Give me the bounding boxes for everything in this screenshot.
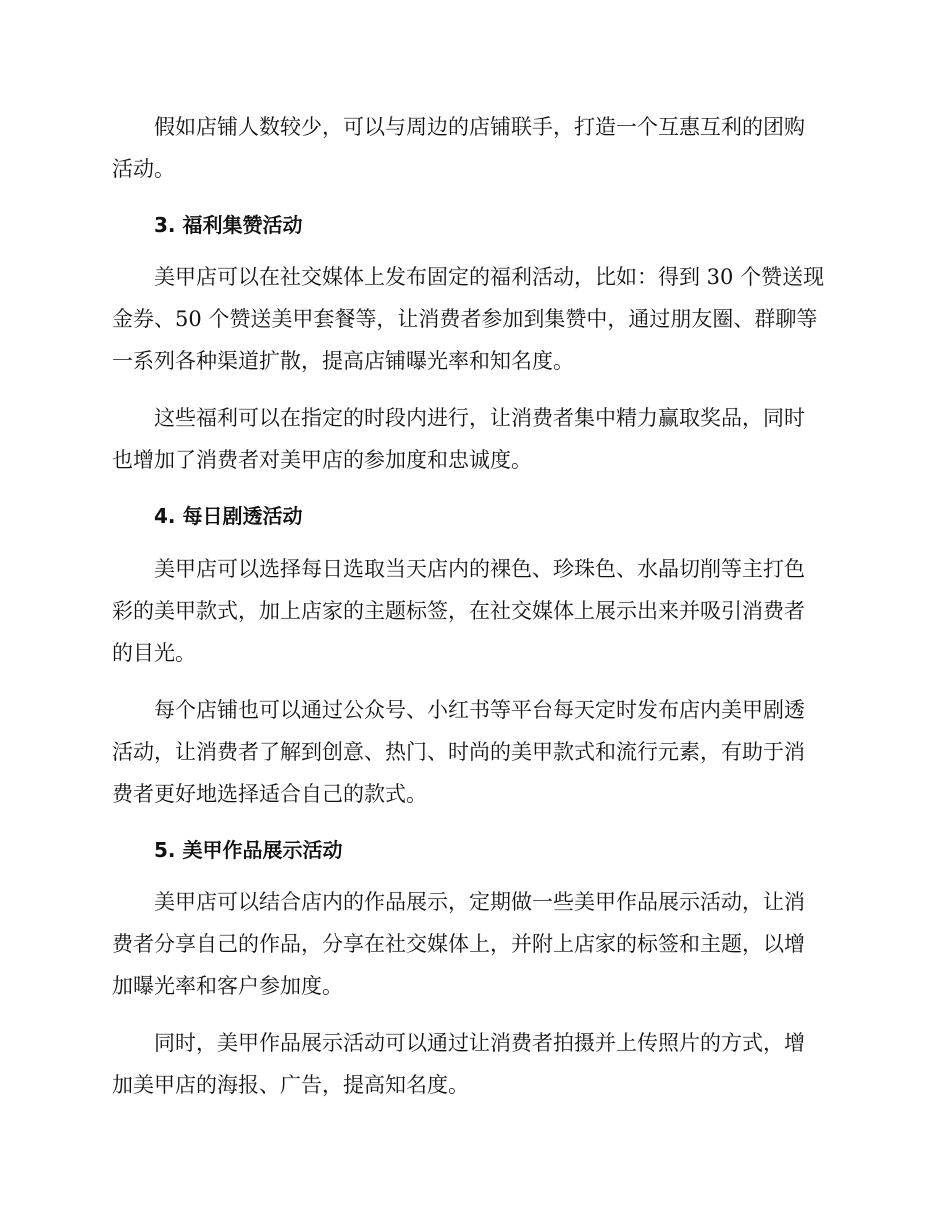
- paragraph-line: 也增加了消费者对美甲店的参加度和忠诚度。: [112, 448, 532, 472]
- paragraph-line: 同时，美甲作品展示活动可以通过让消费者拍摄并上传照片的方式，增: [154, 1031, 805, 1055]
- section-heading-3: 3. 福利集赞活动: [154, 213, 303, 237]
- paragraph-showcase-photos: [112, 1022, 840, 1106]
- paragraph-line: 一系列各种渠道扩散，提高店铺曝光率和知名度。: [112, 349, 574, 373]
- paragraph-line: 彩的美甲款式，加上店家的主题标签，在社交媒体上展示出来并吸引消费者: [112, 599, 805, 623]
- paragraph-line: 费者更好地选择适合自己的款式。: [112, 782, 427, 806]
- paragraph-group-buy: [112, 106, 840, 190]
- paragraph-daily-preview-platforms: [112, 689, 840, 815]
- paragraph-line: 活动，让消费者了解到创意、热门、时尚的美甲款式和流行元素，有助于消: [112, 740, 805, 764]
- paragraph-line: 美甲店可以在社交媒体上发布固定的福利活动，比如：得到 30 个赞送现: [154, 265, 825, 289]
- paragraph-line: 的目光。: [112, 641, 196, 665]
- paragraph-daily-preview: [112, 548, 840, 674]
- paragraph-line: 金券、50 个赞送美甲套餐等，让消费者参加到集赞中，通过朋友圈、群聊等: [112, 307, 818, 331]
- paragraph-line: 加曝光率和客户参加度。: [112, 974, 343, 998]
- paragraph-line: 每个店铺也可以通过公众号、小红书等平台每天定时发布店内美甲剧透: [154, 698, 805, 722]
- section-heading-4: 4. 每日剧透活动: [154, 504, 303, 528]
- paragraph-line: 美甲店可以选择每日选取当天店内的裸色、珍珠色、水晶切削等主打色: [154, 557, 805, 581]
- paragraph-line: 活动。: [112, 157, 175, 181]
- paragraph-line: 费者分享自己的作品，分享在社交媒体上，并附上店家的标签和主题，以增: [112, 932, 805, 956]
- paragraph-showcase: [112, 881, 840, 1007]
- paragraph-line: 美甲店可以结合店内的作品展示，定期做一些美甲作品展示活动，让消: [154, 890, 805, 914]
- paragraph-line: 加美甲店的海报、广告，提高知名度。: [112, 1073, 469, 1097]
- paragraph-likes-activity: [112, 256, 840, 382]
- paragraph-likes-benefits: [112, 397, 840, 481]
- paragraph-line: 假如店铺人数较少，可以与周边的店铺联手，打造一个互惠互利的团购: [154, 115, 805, 139]
- section-heading-5: 5. 美甲作品展示活动: [154, 838, 343, 862]
- paragraph-line: 这些福利可以在指定的时段内进行，让消费者集中精力赢取奖品，同时: [154, 406, 805, 430]
